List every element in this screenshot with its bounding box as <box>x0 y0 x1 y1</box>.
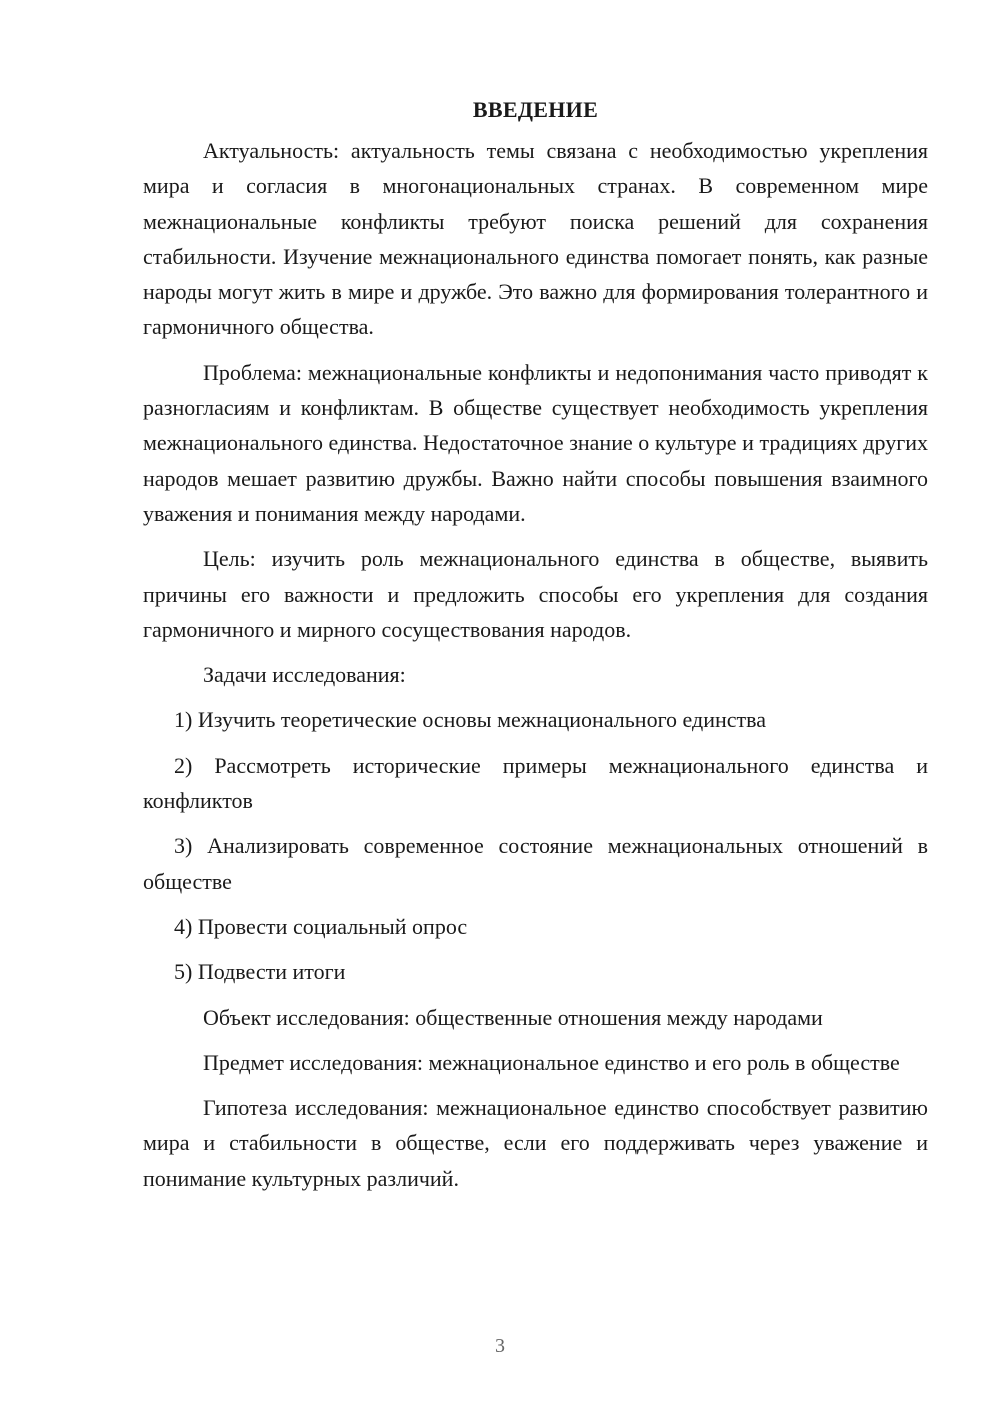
page-content <box>143 92 928 1206</box>
tasks-heading: Задачи исследования: <box>203 662 406 688</box>
task-item: 2) Рассмотреть исторические примеры межнационального единства и конфликтов <box>143 752 928 814</box>
research-subject-paragraph: Предмет исследования: межнациональное единство и его роль в обществе <box>203 1049 900 1075</box>
task-item: 1) Изучить теоретические основы межнационального единства <box>174 707 767 733</box>
section-title: ВВЕДЕНИЕ <box>472 97 599 122</box>
task-item: 3) Анализировать современное состояние межнациональных отношений в обществе <box>143 833 928 894</box>
task-item: 5) Подвести итоги <box>174 959 346 985</box>
problem-paragraph: Проблема: межнациональные конфликты и недопонимания часто приводят к разногласиям и конфликтам. В обществе существует необходимость укрепления межнационального единства. Недостаточное знание о культуре и традициях других народов мешает развитию дружбы. Важно найти способы повышения взаимного уважения и понимания между народами. <box>143 359 928 526</box>
task-item: 4) Провести социальный опрос <box>174 913 468 939</box>
research-object-paragraph: Объект исследования: общественные отношения между народами <box>203 1004 823 1030</box>
goal-paragraph: Цель: изучить роль межнационального единства в обществе, выявить причины его важности и предложить способы его укрепления для создания гармоничного и мирного сосуществования народов. <box>143 546 928 642</box>
page-number: 3 <box>495 1335 505 1357</box>
relevance-paragraph: Актуальность: актуальность темы связана с необходимостью укрепления мира и согласия в многонациональных странах. В современном мире межнациональные конфликты требуют поиска решений для сохранения стабильности. Изучение межнационального единства помогает понять, как разные народы могут жить в мире и дружбе. Это важно для формирования толерантного и гармоничного общества. <box>143 138 928 340</box>
hypothesis-paragraph: Гипотеза исследования: межнациональное единство способствует развитию мира и стабильности в обществе, если его поддерживать через уважение и понимание культурных различий. <box>143 1095 928 1191</box>
